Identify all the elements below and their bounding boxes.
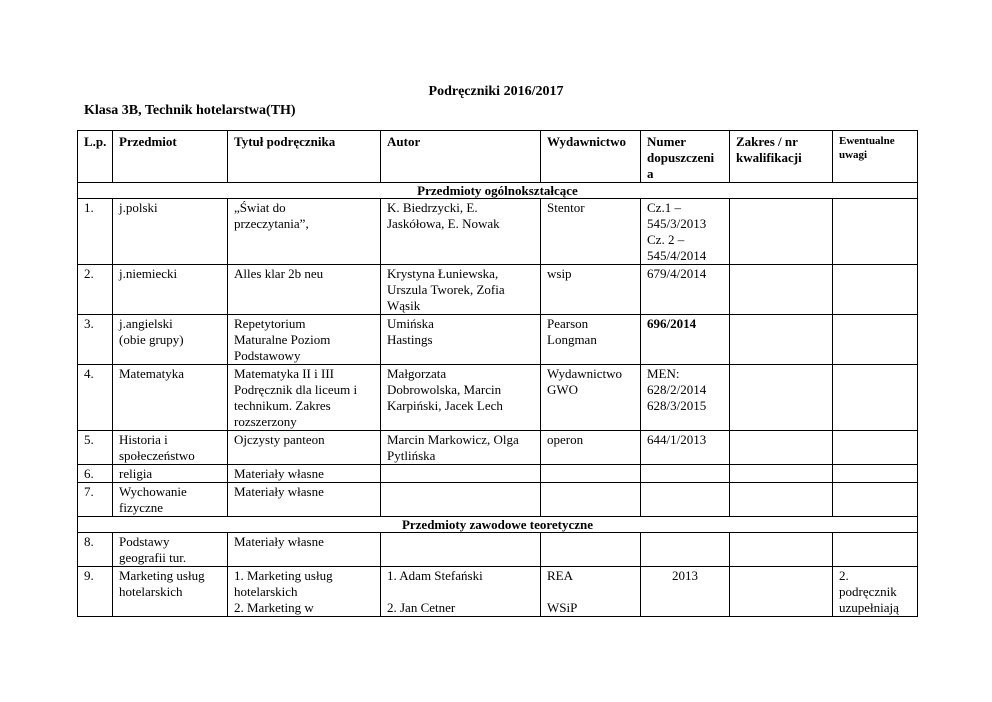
cell-remarks	[833, 199, 918, 265]
cell-author: Małgorzata Dobrowolska, Marcin Karpiński, Jacek Lech	[381, 365, 541, 431]
cell-remarks	[833, 533, 918, 567]
cell-title: „Świat do przeczytania”,	[228, 199, 381, 265]
cell-approval-number	[641, 483, 730, 517]
table-row	[78, 465, 918, 483]
cell-scope	[730, 365, 833, 431]
cell-approval-number: 644/1/2013	[641, 431, 730, 465]
cell-subject: Historia i społeczeństwo	[113, 431, 228, 465]
cell-author: 1. Adam Stefański 2. Jan Cetner	[381, 567, 541, 617]
cell-author: K. Biedrzycki, E. Jaskółowa, E. Nowak	[381, 199, 541, 265]
cell-title: Repetytorium Maturalne Poziom Podstawowy	[228, 315, 381, 365]
cell-lp: 5.	[78, 431, 113, 465]
cell-approval-number: 2013	[641, 567, 730, 617]
header-lp: L.p.	[78, 131, 113, 183]
cell-publisher	[541, 533, 641, 567]
cell-remarks	[833, 365, 918, 431]
cell-lp: 6.	[78, 465, 113, 483]
header-row	[78, 131, 918, 183]
header-publisher: Wydawnictwo	[541, 131, 641, 183]
cell-subject: Marketing usług hotelarskich	[113, 567, 228, 617]
textbook-table-wrapper	[77, 130, 918, 617]
section-row	[78, 517, 918, 533]
header-approval-number: Numer dopuszczeni a	[641, 131, 730, 183]
cell-subject: religia	[113, 465, 228, 483]
class-subtitle: Klasa 3B, Technik hotelarstwa(TH)	[84, 103, 296, 118]
cell-title: Materiały własne	[228, 533, 381, 567]
table-row	[78, 431, 918, 465]
cell-scope	[730, 265, 833, 315]
textbook-table	[77, 130, 918, 617]
cell-author: Umińska Hastings	[381, 315, 541, 365]
cell-approval-number: 696/2014	[641, 315, 730, 365]
header-subject: Przedmiot	[113, 131, 228, 183]
cell-approval-number: 679/4/2014	[641, 265, 730, 315]
cell-lp: 4.	[78, 365, 113, 431]
cell-title: Materiały własne	[228, 483, 381, 517]
cell-subject: j.angielski (obie grupy)	[113, 315, 228, 365]
cell-publisher: wsip	[541, 265, 641, 315]
table-row	[78, 483, 918, 517]
cell-title: Ojczysty panteon	[228, 431, 381, 465]
cell-remarks	[833, 483, 918, 517]
cell-scope	[730, 465, 833, 483]
cell-lp: 7.	[78, 483, 113, 517]
cell-subject: Podstawy geografii tur.	[113, 533, 228, 567]
cell-author	[381, 465, 541, 483]
cell-lp: 1.	[78, 199, 113, 265]
table-row	[78, 315, 918, 365]
cell-remarks	[833, 265, 918, 315]
header-remarks: Ewentualne uwagi	[833, 131, 918, 183]
cell-remarks	[833, 465, 918, 483]
header-author: Autor	[381, 131, 541, 183]
cell-remarks: 2. podręcznik uzupełniają	[833, 567, 918, 617]
header-scope: Zakres / nr kwalifikacji	[730, 131, 833, 183]
cell-publisher: REA WSiP	[541, 567, 641, 617]
cell-publisher: operon	[541, 431, 641, 465]
section-vocational: Przedmioty zawodowe teoretyczne	[78, 517, 918, 533]
cell-publisher: Pearson Longman	[541, 315, 641, 365]
cell-author	[381, 533, 541, 567]
cell-title: Matematyka II i III Podręcznik dla liceum i technikum. Zakres rozszerzony	[228, 365, 381, 431]
cell-scope	[730, 533, 833, 567]
cell-title: 1. Marketing usług hotelarskich 2. Marketing w	[228, 567, 381, 617]
cell-remarks	[833, 431, 918, 465]
cell-title: Materiały własne	[228, 465, 381, 483]
cell-subject: Matematyka	[113, 365, 228, 431]
cell-lp: 8.	[78, 533, 113, 567]
cell-author: Marcin Markowicz, Olga Pytlińska	[381, 431, 541, 465]
cell-publisher	[541, 465, 641, 483]
cell-publisher	[541, 483, 641, 517]
page-title: Podręczniki 2016/2017	[428, 84, 564, 99]
cell-approval-number	[641, 533, 730, 567]
cell-title: Alles klar 2b neu	[228, 265, 381, 315]
cell-scope	[730, 483, 833, 517]
section-row	[78, 183, 918, 199]
cell-approval-number: Cz.1 – 545/3/2013 Cz. 2 – 545/4/2014	[641, 199, 730, 265]
table-row	[78, 265, 918, 315]
cell-lp: 2.	[78, 265, 113, 315]
cell-approval-number: MEN: 628/2/2014 628/3/2015	[641, 365, 730, 431]
cell-subject: j.niemiecki	[113, 265, 228, 315]
cell-publisher: Wydawnictwo GWO	[541, 365, 641, 431]
cell-approval-number	[641, 465, 730, 483]
cell-scope	[730, 567, 833, 617]
cell-lp: 9.	[78, 567, 113, 617]
cell-lp: 3.	[78, 315, 113, 365]
table-row	[78, 365, 918, 431]
cell-publisher: Stentor	[541, 199, 641, 265]
table-row	[78, 533, 918, 567]
cell-scope	[730, 199, 833, 265]
cell-subject: Wychowanie fizyczne	[113, 483, 228, 517]
cell-subject: j.polski	[113, 199, 228, 265]
cell-remarks	[833, 315, 918, 365]
cell-scope	[730, 315, 833, 365]
table-row	[78, 199, 918, 265]
cell-author	[381, 483, 541, 517]
cell-scope	[730, 431, 833, 465]
table-row	[78, 567, 918, 617]
cell-author: Krystyna Łuniewska, Urszula Tworek, Zofia Wąsik	[381, 265, 541, 315]
section-general: Przedmioty ogólnokształcące	[78, 183, 918, 199]
header-title: Tytuł podręcznika	[228, 131, 381, 183]
